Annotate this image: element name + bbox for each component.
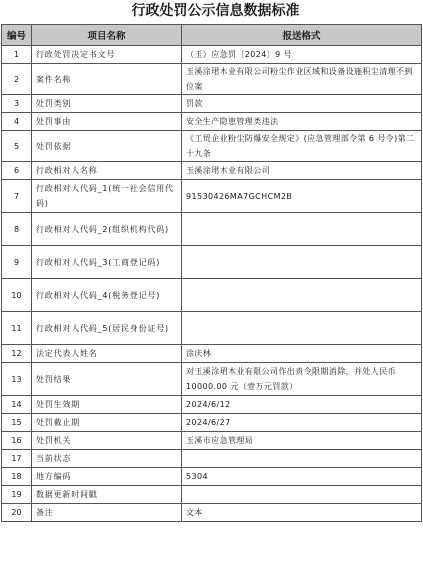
table-row <box>2 363 422 396</box>
table-row <box>2 213 422 246</box>
table-row <box>2 246 422 279</box>
row-format-value: 玉溪涂珺木业有限公司粉尘作业区域和设备设施积尘清理不到位案 <box>182 64 422 95</box>
row-item-name: 处罚依据 <box>32 131 182 162</box>
row-format-value: 安全生产隐患管理类违法 <box>182 113 422 131</box>
row-item-name: 案件名称 <box>32 64 182 95</box>
table-header-row <box>2 25 422 46</box>
page-title: 行政处罚公示信息数据标准 <box>131 3 300 19</box>
table-row <box>2 131 422 162</box>
row-number: 20 <box>2 504 32 522</box>
row-number: 16 <box>2 432 32 450</box>
table-row <box>2 113 422 131</box>
row-format-value <box>182 246 422 279</box>
row-item-name: 当前状态 <box>32 450 182 468</box>
row-format-value: 罚款 <box>182 95 422 113</box>
row-number: 6 <box>2 162 32 180</box>
table-row <box>2 64 422 95</box>
row-item-name: 处罚生效期 <box>32 396 182 414</box>
row-item-name: 处罚机关 <box>32 432 182 450</box>
header-name: 项目名称 <box>32 25 182 46</box>
table-row <box>2 180 422 213</box>
row-number: 5 <box>2 131 32 162</box>
row-item-name: 行政处罚决定书文号 <box>32 46 182 64</box>
row-number: 9 <box>2 246 32 279</box>
row-item-name: 备注 <box>32 504 182 522</box>
row-format-value: 2024/6/12 <box>182 396 422 414</box>
row-format-value: 文本 <box>182 504 422 522</box>
table-row <box>2 95 422 113</box>
row-format-value: 对玉溪涂珺木业有限公司作出责令限期消除，并处人民币 10000.00 元（壹万元罚款） <box>182 363 422 396</box>
table-row <box>2 396 422 414</box>
row-format-value <box>182 213 422 246</box>
row-format-value: 涂庆林 <box>182 345 422 363</box>
row-item-name: 处罚结果 <box>32 363 182 396</box>
table-row <box>2 468 422 486</box>
row-item-name: 处罚截止期 <box>32 414 182 432</box>
table-row <box>2 162 422 180</box>
row-item-name: 地方编码 <box>32 468 182 486</box>
row-number: 12 <box>2 345 32 363</box>
table-row <box>2 432 422 450</box>
row-format-value: 5304 <box>182 468 422 486</box>
row-item-name: 处罚类别 <box>32 95 182 113</box>
row-number: 7 <box>2 180 32 213</box>
row-number: 2 <box>2 64 32 95</box>
row-format-value: 玉溪涂珺木业有限公司 <box>182 162 422 180</box>
table-row <box>2 345 422 363</box>
table-row <box>2 279 422 312</box>
row-format-value <box>182 486 422 504</box>
row-item-name: 行政相对人代码_4(税务登记号) <box>32 279 182 312</box>
row-format-value <box>182 450 422 468</box>
row-format-value: （玉）应急罚〔2024〕9 号 <box>182 46 422 64</box>
row-format-value: 玉溪市应急管理局 <box>182 432 422 450</box>
row-number: 10 <box>2 279 32 312</box>
row-number: 4 <box>2 113 32 131</box>
table-row <box>2 486 422 504</box>
row-number: 13 <box>2 363 32 396</box>
row-number: 8 <box>2 213 32 246</box>
row-item-name: 行政相对人名称 <box>32 162 182 180</box>
row-format-value: 2024/6/27 <box>182 414 422 432</box>
table-row <box>2 504 422 522</box>
table-row <box>2 312 422 345</box>
row-number: 1 <box>2 46 32 64</box>
row-item-name: 行政相对人代码_3(工商登记码) <box>32 246 182 279</box>
table-row <box>2 46 422 64</box>
header-no: 编号 <box>2 25 32 46</box>
data-standard-table <box>1 24 422 522</box>
row-number: 18 <box>2 468 32 486</box>
row-item-name: 行政相对人代码_2(组织机构代码) <box>32 213 182 246</box>
row-format-value <box>182 312 422 345</box>
row-format-value <box>182 279 422 312</box>
header-format: 报送格式 <box>182 25 422 46</box>
row-item-name: 行政相对人代码_5(居民身份证号) <box>32 312 182 345</box>
row-item-name: 处罚事由 <box>32 113 182 131</box>
row-number: 19 <box>2 486 32 504</box>
table-row <box>2 414 422 432</box>
row-item-name: 行政相对人代码_1(统一社会信用代码) <box>32 180 182 213</box>
row-number: 11 <box>2 312 32 345</box>
row-number: 17 <box>2 450 32 468</box>
row-number: 15 <box>2 414 32 432</box>
row-item-name: 数据更新时间戳 <box>32 486 182 504</box>
row-number: 3 <box>2 95 32 113</box>
row-format-value: 《工贸企业粉尘防爆安全规定》(应急管理部令第 6 号令)第二十九条 <box>182 131 422 162</box>
row-item-name: 法定代表人姓名 <box>32 345 182 363</box>
row-format-value: 91530426MA7GCHCM2B <box>182 180 422 213</box>
table-row <box>2 450 422 468</box>
row-number: 14 <box>2 396 32 414</box>
